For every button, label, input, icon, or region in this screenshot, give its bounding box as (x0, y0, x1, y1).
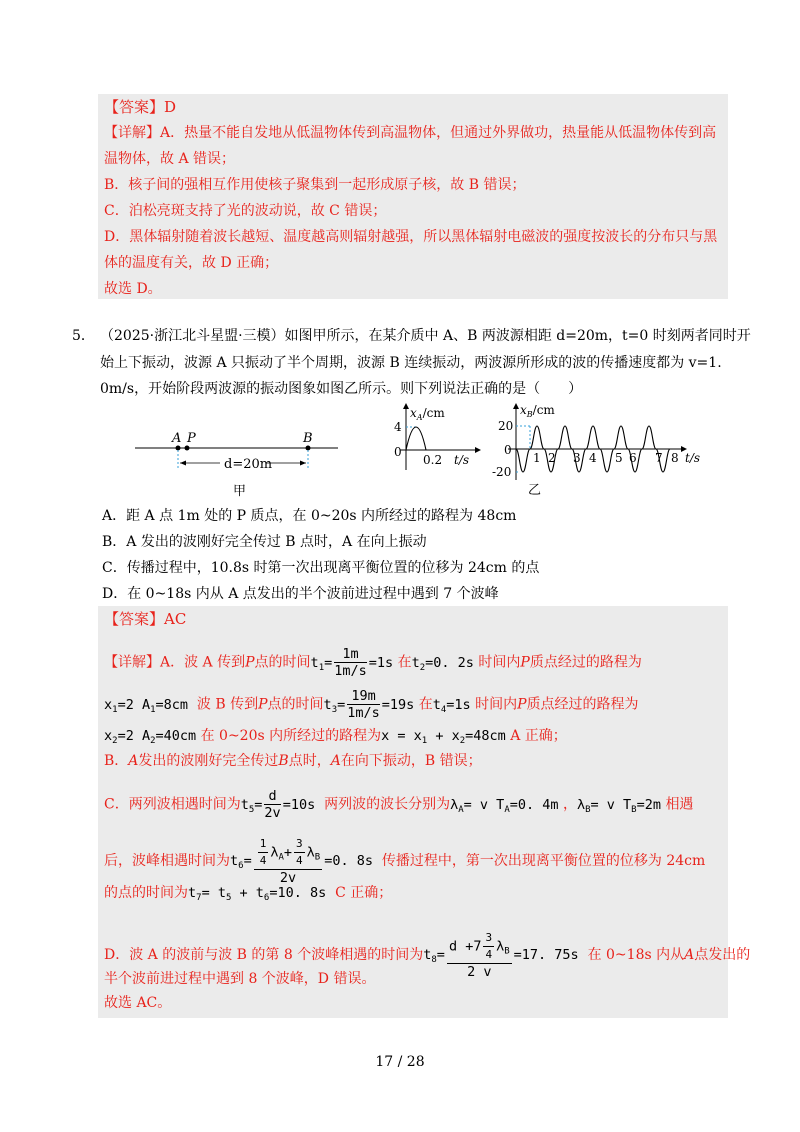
graph-b-yunit: /cm (532, 403, 555, 417)
page-number: 17 / 28 (375, 1054, 425, 1070)
graph-b (488, 398, 710, 498)
detail-line-4: B．A发出的波刚好完全传过B点时，A在向下振动，B 错误； (104, 753, 482, 769)
graph-a-ylabel: x (410, 406, 417, 420)
graph-b-xtick: 6 (629, 451, 637, 465)
graph-b-ysub: B (526, 410, 533, 419)
detail-line-2: $x_1=2$ $A_1=8cm$ 波 B 传到P点的时间$t_3=$ $\frac{19m}{1m/s}$ =19s 在$t_4=1s$ 时间内P质点经过的路程为 (104, 688, 639, 721)
question-text: 0m/s，开始阶段两波源的振动图象如图乙所示。则下列说法正确的是（ ） (100, 381, 583, 397)
detail-line-9: 半个波前进过程中遇到 8 个波峰，D 错误。 (104, 971, 376, 987)
point-a-label: A (172, 431, 182, 446)
graph-b-xtick: 3 (573, 451, 581, 465)
svg-text:xA/cm (410, 406, 445, 422)
graph-b-xtick: 7 (655, 451, 663, 465)
point-b-label: B (303, 431, 313, 446)
option-d[interactable]: D．在 0~18s 内从 A 点发出的半个波前进过程中遇到 7 个波峰 (102, 586, 499, 602)
answer-label-2: 【答案】AC (104, 610, 187, 628)
figure-caption-yi: 乙 (528, 483, 542, 498)
detail-line: 故选 D。 (104, 281, 162, 297)
graph-a-xlabel: t/s (454, 453, 470, 467)
graph-b-xlabel: t/s (685, 451, 701, 465)
graph-b-xtick: 4 (589, 451, 597, 465)
svg-text:xB/cm (520, 403, 555, 419)
detail-line: D．黑体辐射随着波长越短、温度越高则辐射越强，所以黑体辐射电磁波的强度按波长的分布只与黑 (104, 229, 718, 245)
graph-b-xtick: 2 (548, 451, 556, 465)
graph-b-ytick-bottom: -20 (492, 465, 512, 479)
distance-label: d=20m (224, 457, 273, 472)
graph-a-yunit: /cm (422, 406, 445, 420)
graph-b-ylabel: x (520, 403, 527, 417)
detail-line: 体的温度有关，故 D 正确； (104, 255, 279, 271)
option-b[interactable]: B．A 发出的波刚好完全传过 B 点时，A 在向上振动 (102, 534, 427, 550)
option-a[interactable]: A．距 A 点 1m 处的 P 质点，在 0~20s 内所经过的路程为 48cm (102, 508, 517, 524)
graph-b-ytick-top: 20 (498, 419, 514, 433)
question-text: （2025·浙江北斗星盟·三模）如图甲所示，在某介质中 A、B 两波源相距 d=20m，t=0 时刻两者同时开 (100, 328, 751, 344)
graph-a-origin: 0 (394, 445, 402, 459)
graph-a-xtick: 0.2 (423, 453, 443, 467)
graph-a (388, 400, 488, 475)
detail-line-1: 【详解】A．波 A 传到P点的时间$t_1=$ $\frac{1m}{1m/s}$ =1s 在$t_2=0$. 2s 时间内P质点经过的路程为 (104, 646, 642, 679)
detail-line: B．核子间的强相互作用使核子聚集到一起形成原子核，故 B 错误； (104, 177, 526, 193)
figure-jia (130, 400, 350, 500)
graph-a-ytick: 4 (394, 420, 402, 434)
question-number: 5． (72, 328, 95, 344)
detail-line-6: 后，波峰相遇时间为$t_6=$ $\frac{1}{4}$ $\lambda_A+$ $\frac{3}{4}$ $\lambda_B$ 2v =0. 8s 传播过程中，第一次出现离平衡位置的位移为 24cm (104, 837, 706, 886)
graph-b-origin: 0 (504, 443, 512, 457)
detail-line-10: 故选 AC。 (104, 995, 172, 1011)
detail-line-8: D．波 A 的波前与波 B 的第 8 个波峰相遇的时间为$t_8=$ d +7 $\frac{3}{4}$ $\lambda_B$ 2 v =17. 75s 在 0~18s 内从A点发出的 (104, 931, 751, 980)
answer-label-1: 【答案】D (104, 98, 177, 116)
question-text: 始上下振动，波源 A 只振动了半个周期，波源 B 连续振动，两波源所形成的波的传播速度都为 v=1. (100, 355, 722, 371)
detail-line-3: $x_2=2$ $A_2=40cm$ 在 0~20s 内所经过的路程为$x = x_1 + x_2=48cm$ A 正确； (104, 728, 567, 746)
figure-caption-jia: 甲 (233, 484, 247, 499)
option-c[interactable]: C．传播过程中，10.8s 时第一次出现离平衡位置的位移为 24cm 的点 (102, 560, 540, 576)
detail-line: 【详解】A．热量不能自发地从低温物体传到高温物体，但通过外界做功，热量能从低温物体传到高 (104, 125, 717, 141)
point-p-label: P (187, 431, 196, 446)
detail-line: C．泊松亮斑支持了光的波动说，故 C 错误； (104, 203, 387, 219)
graph-a-ysub: A (416, 413, 423, 422)
graph-b-xtick: 8 (671, 451, 679, 465)
detail-line: 温物体，故 A 错误； (104, 151, 236, 167)
detail-line-5: C．两列波相遇时间为$t_5=$ $\frac{d}{2v}$ =10s 两列波的波长分别为$\lambda_A= v$ $T_A=0$. 4m ，$\lambda_B= v$ $T_B=2m$ 相遇 (104, 788, 694, 821)
graph-b-xtick: 5 (615, 451, 623, 465)
detail-line-7: 的点的时间为$t_7= t_5 + t_6=10$. 8s C 正确； (104, 885, 393, 903)
graph-b-xtick: 1 (533, 451, 541, 465)
